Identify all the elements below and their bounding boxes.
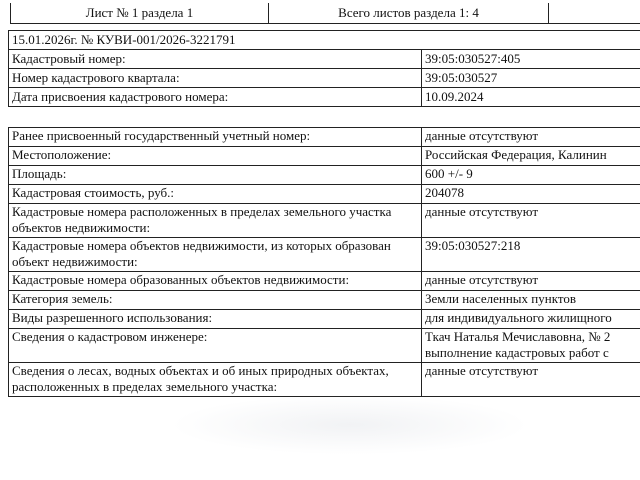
table-row — [9, 272, 640, 291]
background-smudge — [170, 395, 530, 455]
field-label: Дата присвоения кадастрового номера: — [9, 88, 422, 107]
cadastral-number-block — [8, 30, 640, 107]
field-value: данные отсутствуют — [422, 128, 640, 147]
sheet-number: Лист № 1 раздела 1 — [11, 3, 269, 24]
table-row — [9, 238, 640, 272]
sheet-header — [10, 3, 640, 24]
field-label: Номер кадастрового квартала: — [9, 69, 422, 88]
field-value: данные отсутствуют — [422, 363, 640, 397]
table-row — [9, 329, 640, 363]
field-label: Местоположение: — [9, 147, 422, 166]
field-label: Виды разрешенного использования: — [9, 310, 422, 329]
table-row — [9, 204, 640, 238]
field-value: данные отсутствуют — [422, 272, 640, 291]
field-label: Кадастровая стоимость, руб.: — [9, 185, 422, 204]
field-label: Ранее присвоенный государственный учетный номер: — [9, 128, 422, 147]
field-label: Кадастровые номера объектов недвижимости, из которых образован объект недвижимости: — [9, 238, 422, 272]
field-label: Площадь: — [9, 166, 422, 185]
field-label: Категория земель: — [9, 291, 422, 310]
table-row — [9, 166, 640, 185]
table-row — [9, 147, 640, 166]
field-value: 39:05:030527:218 — [422, 238, 640, 272]
table-row — [9, 128, 640, 147]
field-value: 10.09.2024 — [422, 88, 640, 107]
field-value: 39:05:030527:405 — [422, 50, 640, 69]
field-label: Кадастровые номера расположенных в пределах земельного участка объектов недвижимости: — [9, 204, 422, 238]
field-label: Сведения о кадастровом инженере: — [9, 329, 422, 363]
document-reference: 15.01.2026г. № КУВИ-001/2026-3221791 — [9, 31, 640, 50]
table-row — [9, 310, 640, 329]
table-row — [9, 363, 640, 397]
field-value: 204078 — [422, 185, 640, 204]
field-value: 600 +/- 9 — [422, 166, 640, 185]
header-empty-cell — [549, 3, 640, 24]
field-value: Российская Федерация, Калинин — [422, 147, 640, 166]
field-label: Сведения о лесах, водных объектах и об иных природных объектах, расположенных в пределах земельного участка: — [9, 363, 422, 397]
table-row — [9, 185, 640, 204]
property-details-block — [8, 127, 640, 397]
total-sheets: Всего листов раздела 1: 4 — [269, 3, 549, 24]
field-value: данные отсутствуют — [422, 204, 640, 238]
field-value: Земли населенных пунктов — [422, 291, 640, 310]
field-value: 39:05:030527 — [422, 69, 640, 88]
field-label: Кадастровый номер: — [9, 50, 422, 69]
field-value: Ткач Наталья Мечиславовна, № 2 выполнение кадастровых работ с — [422, 329, 640, 363]
field-label: Кадастровые номера образованных объектов недвижимости: — [9, 272, 422, 291]
field-value: для индивидуального жилищного — [422, 310, 640, 329]
table-row — [9, 291, 640, 310]
